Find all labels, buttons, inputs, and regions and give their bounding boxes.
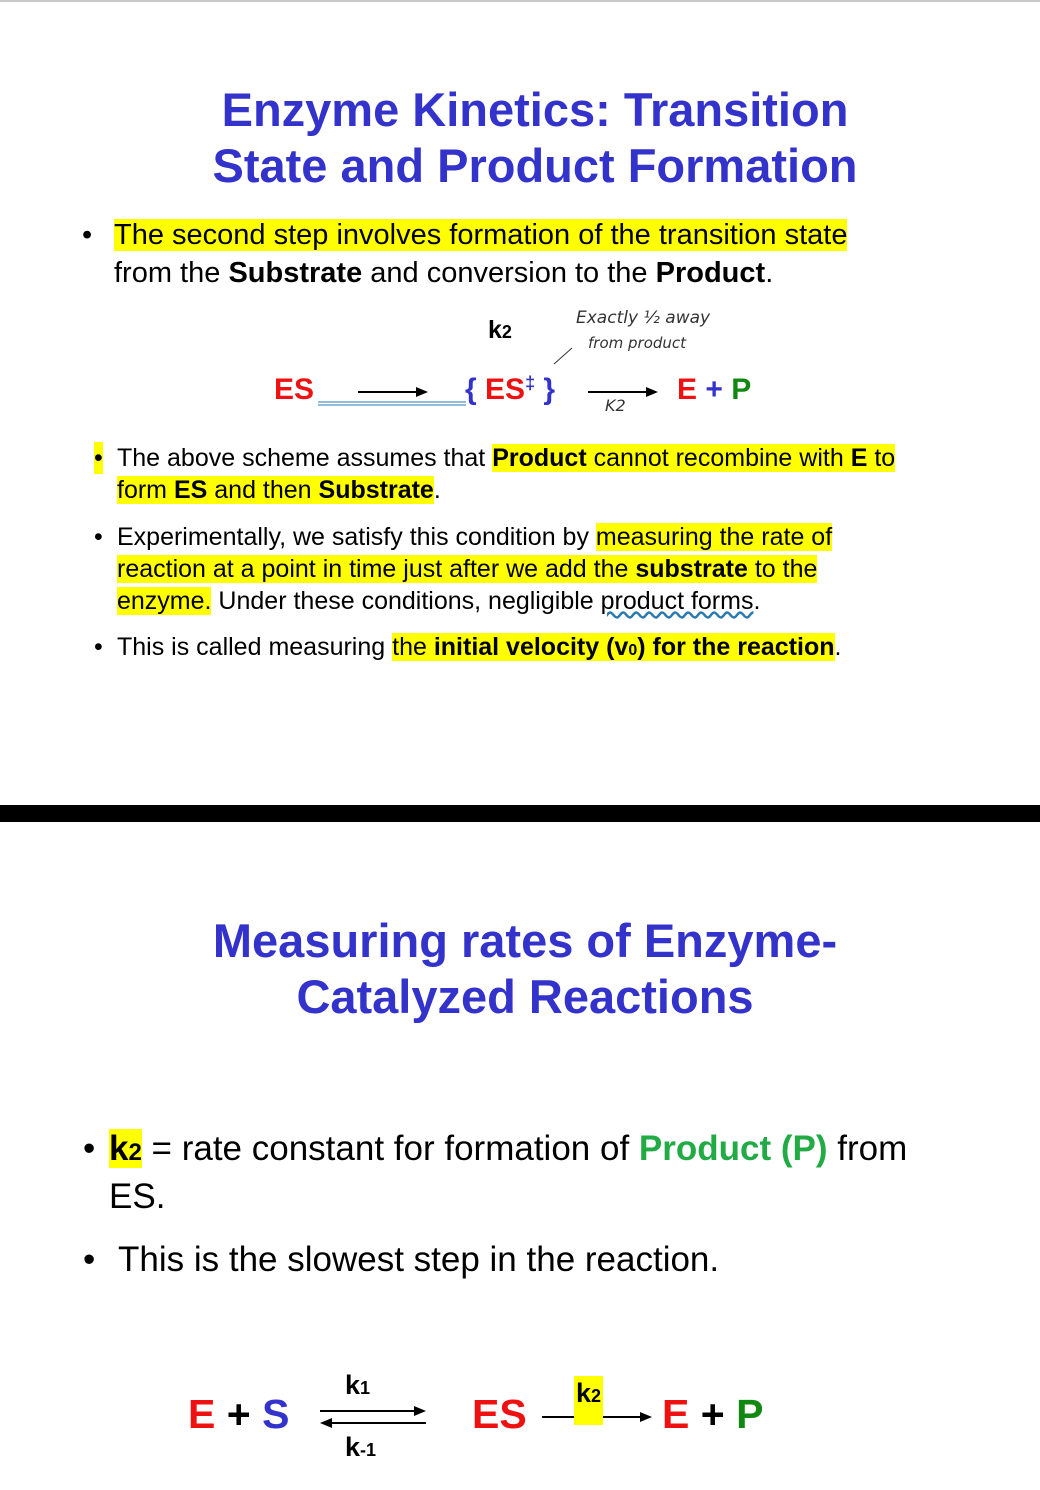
bullet-marker: • — [82, 219, 93, 251]
text-run: the — [392, 633, 434, 661]
slide-2-title — [100, 913, 950, 1025]
es-complex — [472, 1391, 527, 1438]
text-run: reaction at a point in time just after we add the — [117, 555, 636, 583]
text-run: . — [834, 633, 842, 661]
slide-1-title — [120, 82, 950, 194]
es-ts: ES — [485, 373, 526, 406]
text-run: = rate constant for formation of — [141, 1129, 639, 1168]
handwritten-note-2: from product — [588, 334, 687, 352]
text-run: from — [827, 1129, 908, 1168]
product-p: P — [731, 373, 752, 406]
enzyme-e: E — [677, 373, 698, 406]
product-term: Product — [655, 257, 766, 289]
text-run: . — [765, 257, 774, 289]
enzyme-e: E — [188, 1391, 216, 1437]
text-run: The above scheme assumes that — [117, 444, 493, 472]
double-dagger: ‡ — [525, 373, 536, 393]
k-minus-1-label — [345, 1432, 376, 1463]
text-run: This is called measuring — [117, 633, 393, 661]
k-base: k — [345, 1370, 361, 1400]
text-run: and conversion to the — [362, 257, 656, 289]
bullet-marker: • — [94, 633, 103, 661]
bullet-k2-definition — [109, 1127, 989, 1219]
k2-label — [574, 1376, 603, 1425]
k-base: k — [576, 1378, 592, 1408]
text-run: ES. — [109, 1177, 166, 1216]
bullet-product-recombine — [117, 442, 957, 506]
k-sub: 1 — [360, 1378, 371, 1398]
forward-arrow-1 — [358, 386, 428, 398]
brace-open: { — [465, 373, 477, 406]
slide-divider — [0, 805, 1040, 822]
k-sub: 2 — [591, 1386, 602, 1406]
highlighted-text: enzyme. — [117, 587, 212, 615]
k2-label — [488, 316, 512, 345]
es-species: ES — [472, 1391, 527, 1437]
substrate-term: Substrate — [228, 257, 363, 289]
reactants-e-plus-s — [188, 1391, 289, 1438]
title-line-1: Enzyme Kinetics: Transition — [221, 83, 849, 136]
k-sub: -1 — [360, 1440, 377, 1460]
bullet-marker: • — [83, 1240, 96, 1279]
product-p: P — [736, 1391, 764, 1437]
es-species: ES — [274, 373, 315, 406]
brace-close: } — [543, 373, 556, 406]
text-run: . — [433, 476, 441, 504]
title-line-1: Measuring rates of Enzyme- — [212, 914, 838, 967]
bullet-marker: • — [83, 1129, 96, 1168]
plus-sign: + — [700, 1391, 725, 1437]
text-run: to — [867, 444, 896, 472]
plus-sign: + — [705, 373, 723, 406]
k-sub: 2 — [501, 322, 512, 342]
highlighted-text: The second step involves formation of the transition state — [114, 219, 848, 251]
title-line-2: Catalyzed Reactions — [296, 970, 754, 1023]
text-run: Under these conditions, negligible — [211, 587, 601, 615]
enzyme-e: E — [662, 1391, 690, 1437]
product-term: Product — [492, 444, 587, 472]
handwritten-k2: K2 — [605, 396, 626, 415]
text-run: ) for the reaction — [637, 633, 835, 661]
double-underline — [318, 400, 466, 408]
es-term: ES — [173, 476, 208, 504]
text-run: and then — [207, 476, 319, 504]
plus-sign: + — [226, 1391, 251, 1437]
text-run: cannot recombine with — [586, 444, 851, 472]
subscript: 0 — [628, 642, 638, 659]
bullet-initial-velocity — [117, 631, 977, 667]
substrate-s: S — [262, 1391, 290, 1437]
highlighted-text: measuring the rate of — [595, 523, 833, 551]
bullet-marker: • — [94, 444, 103, 472]
k-base: k — [345, 1432, 361, 1462]
bullet-experimental-condition — [117, 521, 957, 617]
text-run: initial velocity (v — [433, 633, 629, 661]
text-run: Experimentally, we satisfy this condition by — [117, 523, 596, 551]
title-line-2: State and Product Formation — [212, 139, 858, 192]
k-base: k — [488, 316, 502, 344]
text-run: from the — [114, 257, 229, 289]
bullet-slowest-step: This is the slowest step in the reaction. — [118, 1240, 720, 1279]
k-sub: 2 — [128, 1139, 142, 1166]
transition-state-complex — [465, 373, 555, 407]
underlined-text: product forms — [600, 587, 754, 615]
enzyme-term: E — [850, 444, 868, 472]
substrate-term: substrate — [635, 555, 748, 583]
text-run: . — [753, 587, 761, 615]
substrate-term: Substrate — [318, 476, 434, 504]
bullet-transition-state — [114, 216, 974, 292]
handwritten-stroke — [552, 346, 574, 368]
text-run: form — [117, 476, 174, 504]
handwritten-note-1: Exactly ½ away — [576, 308, 711, 328]
text-run: to the — [747, 555, 818, 583]
products-e-plus-p — [677, 373, 751, 407]
k1-label — [345, 1370, 370, 1401]
product-term: Product (P) — [638, 1129, 828, 1168]
bullet-marker: • — [94, 523, 103, 551]
equilibrium-arrows — [320, 1406, 426, 1428]
slide-2 — [0, 822, 1040, 1490]
k-base: k — [109, 1129, 129, 1168]
products-e-plus-p — [662, 1391, 763, 1438]
